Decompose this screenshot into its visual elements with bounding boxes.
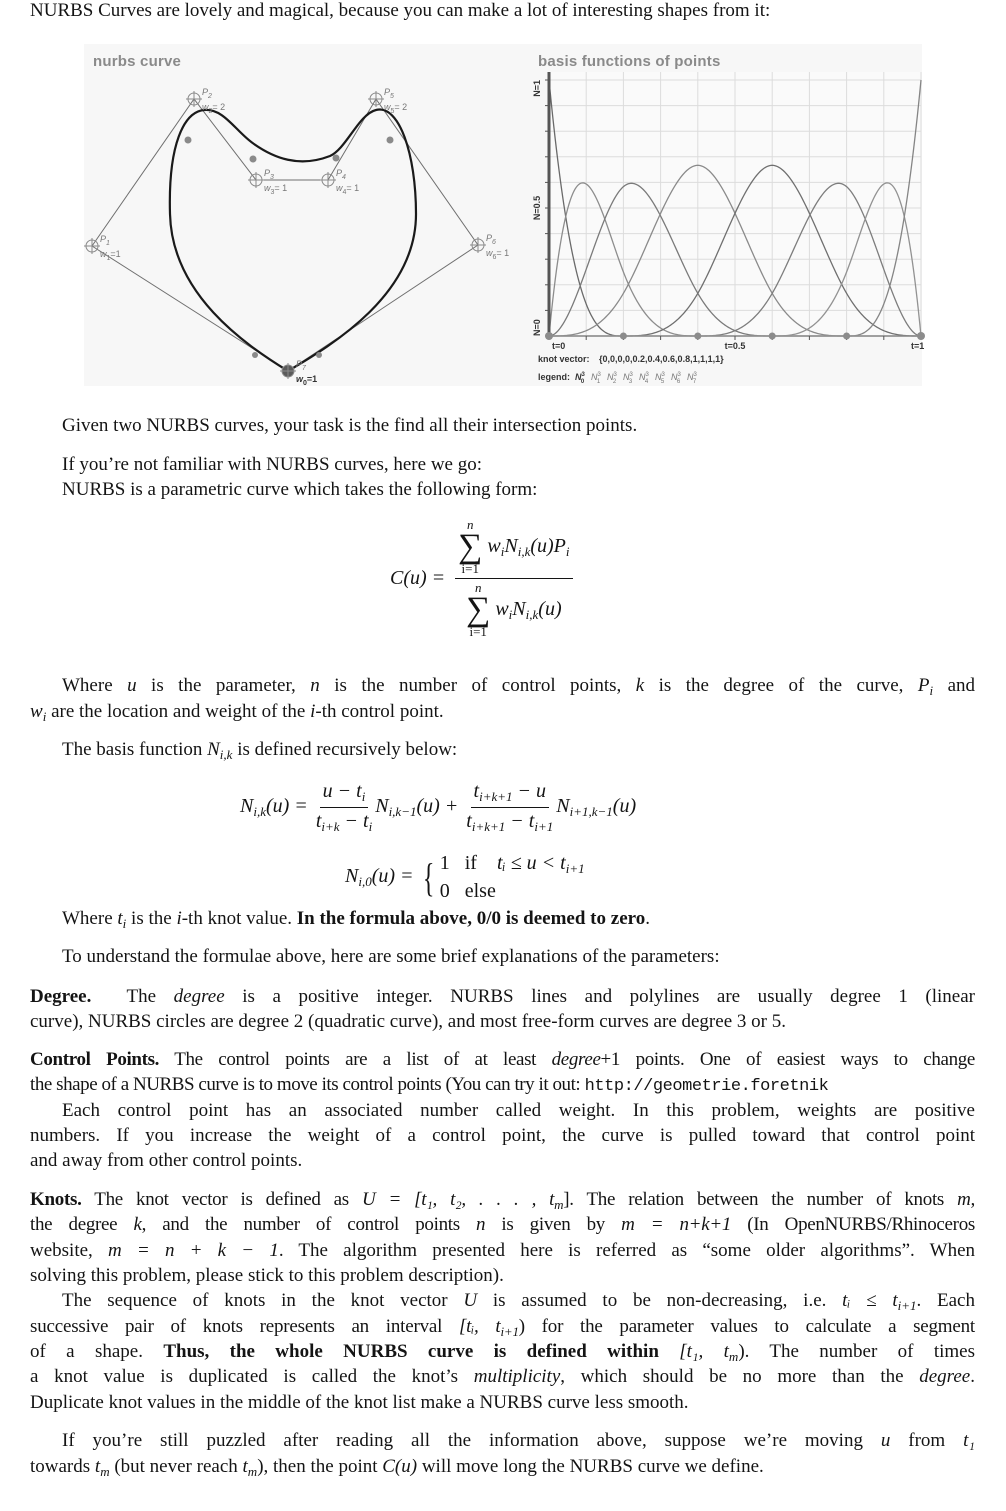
knots-line-2: the degree k, and the number of control points n is given by m = n+k+1 (In OpenNURBS/Rhinoceros (30, 1214, 976, 1235)
control-point-weight: $w_2= 2$ (202, 102, 226, 115)
control-point-label: $P_6$ (486, 233, 496, 246)
knot-marker (694, 333, 701, 340)
legend-item: $N^3$ 5 (655, 372, 665, 385)
case-1-expression: tᵢ ≤ u < t (496, 852, 566, 874)
control-point-label: $P_7$ (296, 359, 306, 372)
control-points-line-4: numbers. If you increase the weight of a control point, the curve is pulled toward that control point (30, 1125, 975, 1146)
nurbs-curve-diagram (84, 44, 529, 386)
control-points-line-3: Each control point has an associated number called weight. In this problem, weights are positive (62, 1100, 975, 1121)
x-tick-label: t=0.5 (724, 341, 746, 351)
control-point-2[interactable] (186, 91, 202, 107)
knot-point (316, 352, 322, 358)
knot-vector-label: knot vector: (538, 354, 590, 364)
x-tick-label: t=1 (911, 341, 925, 351)
control-point-5[interactable] (368, 91, 384, 107)
basis-recursion-equation: $N_{i,k}(u)$ = $\frac{u - t_i}{t_{i+k} - t_i}$ $N_{i,k-1}(u)$ + $\frac{t_{i+k+1} - u}{t_{i+k+1} - t_{i+1}}$ $N_{i+1,k-1}(u)$ (240, 780, 637, 834)
control-point-1[interactable] (84, 238, 100, 254)
knots-line-4: solving this problem, please stick to this problem description). (30, 1265, 504, 1286)
sum-upper-limit: n (467, 517, 474, 532)
control-point-weight: $w_3= 1$ (264, 183, 288, 196)
knots-p2-line-5: Duplicate knot values in the middle of the knot list make a NURBS curve less smooth. (30, 1392, 689, 1413)
control-points-line-1: Control Points. The control points are a list of at least degree+1 points. One of easiest ways to change (30, 1049, 975, 1070)
lead-line-1: If you’re not familiar with NURBS curves, here we go: (62, 454, 483, 475)
knot-marker (620, 333, 627, 340)
knot-point (185, 137, 192, 144)
y-tick-label: N=0 (532, 319, 542, 336)
control-point-label: $P_4$ (336, 168, 346, 181)
knot-point (387, 137, 394, 144)
knot-point (250, 156, 257, 163)
control-point-weight: $w_4= 1$ (336, 183, 360, 196)
basis-base-case-equation: $N_{i,0}(u)$ = { 1 if tᵢ ≤ $u < t_{i+1}$ 0 else (345, 852, 585, 902)
knot-point (252, 352, 258, 358)
closing-line-2: towards $t_m$ (but never reach $t_m$), then the point C(u) will move long the NURBS curve we define. (30, 1456, 764, 1479)
control-point-weight: $w_0=1$ (296, 374, 318, 387)
understand-text: To understand the formulae above, here are some brief explanations of the parameters: (62, 946, 720, 967)
y-tick-label: N=1 (532, 80, 542, 97)
lead-line-2: NURBS is a parametric curve which takes the following form: (62, 479, 538, 500)
knot-point (333, 155, 340, 162)
control-point-weight: $w_1=1$ (100, 249, 121, 262)
legend-label: legend: (538, 372, 571, 382)
knots-p2-line-1: The sequence of knots in the knot vector U is assumed to be non-decreasing, i.e. tᵢ ≤ $t_{i+1}$. Each (62, 1290, 975, 1313)
nurbs-figure (84, 44, 925, 387)
degree-line-2: curve), NURBS circles are degree 2 (quadratic curve), and most free-form curves are degree 3 or 5. (30, 1011, 786, 1032)
knot-marker (769, 333, 776, 340)
control-point-label: $P_3$ (264, 168, 274, 181)
control-point-label: $P_1$ (100, 234, 110, 247)
knot-marker (843, 333, 850, 340)
control-point-7[interactable] (280, 363, 296, 379)
control-point-weight: $w_6= 1$ (486, 248, 510, 261)
legend-item: $N^3$ 2 (607, 372, 617, 385)
task-statement: Given two NURBS curves, your task is the find all their intersection points. (62, 415, 638, 436)
case-1-condition: if (464, 852, 477, 874)
sum-lower-limit: i=1 (469, 624, 487, 639)
control-point-4[interactable] (320, 172, 336, 188)
y-tick-label: N=0.5 (532, 195, 542, 221)
control-point-3[interactable] (248, 172, 264, 188)
intro-text: NURBS Curves are lovely and magical, because you can make a lot of interesting shapes from it: (30, 0, 771, 21)
legend-item: $N^3$ 4 (639, 372, 649, 385)
knot-marker (545, 332, 553, 340)
closing-line-1: If you’re still puzzled after reading all the information above, suppose we’re moving u from t₁ (62, 1430, 975, 1451)
nurbs-curve-path (170, 110, 416, 371)
degree-line-1: Degree. The degree is a positive integer. NURBS lines and polylines are usually degree 1 (linear (30, 986, 976, 1007)
knots-line-1: Knots. The knot vector is defined as U = [t₁, t₂, . . . , $t_m$]. The relation between the number of knots m, (30, 1189, 976, 1212)
basis-intro: The basis function $N_{i,k}$ is defined recursively below: (62, 739, 458, 762)
knot-value-note: Where $t_i$ is the i-th knot value. In the formula above, 0/0 is deemed to zero. (62, 908, 650, 931)
knots-p2-line-2: successive pair of knots represents an interval [tᵢ, $t_{i+1}$) for the parameter values to calculate a segment (30, 1316, 975, 1339)
legend-item: $N^3$ 6 (671, 372, 681, 385)
control-point-weight: $w_5= 2$ (384, 102, 408, 115)
control-point-label: $P_2$ (202, 87, 212, 100)
legend-item: $N^3$ 7 (687, 372, 697, 385)
control-point-label: $P_5$ (384, 87, 394, 100)
knots-p2-line-4: a knot value is duplicated is called the knot’s multiplicity, which should be no more than the degree. (30, 1366, 975, 1387)
knot-vector-value: {0,0,0,0,0.2,0.4,0.6,0.8,1,1,1,1} (599, 354, 724, 364)
control-points-line-5: and away from other control points. (30, 1150, 303, 1171)
x-tick-label: t=0 (552, 341, 566, 351)
nurbs-curve-title: nurbs curve (93, 53, 182, 70)
case-2-value: 0 (439, 880, 450, 902)
basis-functions-chart (529, 44, 925, 386)
where-paragraph-line-1: Where u is the parameter, n is the number of control points, k is the degree of the curve, $P_i$ and (62, 675, 975, 698)
case-2-condition: else (464, 880, 496, 902)
legend-item: $N^3$ 0 (575, 372, 585, 385)
control-points-line-2: the shape of a NURBS curve is to move its control points (You can try it out: http://geometrie.foretnik (30, 1074, 829, 1096)
where-paragraph-line-2: $w_i$ are the location and weight of the i-th control point. (30, 701, 444, 724)
foretnik-url[interactable]: http://geometrie.foretnik (584, 1077, 829, 1096)
control-polygon (92, 99, 478, 371)
case-1-expression-subscript: i+1 (565, 861, 585, 876)
legend-item: $N^3$ 3 (623, 372, 633, 385)
sum-upper-limit: n (474, 580, 482, 595)
sum-lower-limit: i=1 (461, 561, 479, 576)
knots-line-3: website, m = n + k − 1. The algorithm presented here is referred as “some older algorithms”. When (30, 1240, 975, 1261)
knots-p2-line-3: of a shape. Thus, the whole NURBS curve is defined within [t₁, $t_m$). The number of times (30, 1341, 976, 1364)
nurbs-equation: C(u) = n ∑ i=1 $w_iN_{i,k}(u)P_i$ n ∑ i=1 $w_iN_{i,k}(u)$ (390, 518, 573, 639)
knot-marker (917, 332, 925, 340)
control-point-6[interactable] (470, 237, 486, 253)
legend-item: $N^3$ 1 (591, 372, 601, 385)
basis-functions-title: basis functions of points (538, 53, 721, 70)
case-1-value: 1 (439, 852, 450, 874)
